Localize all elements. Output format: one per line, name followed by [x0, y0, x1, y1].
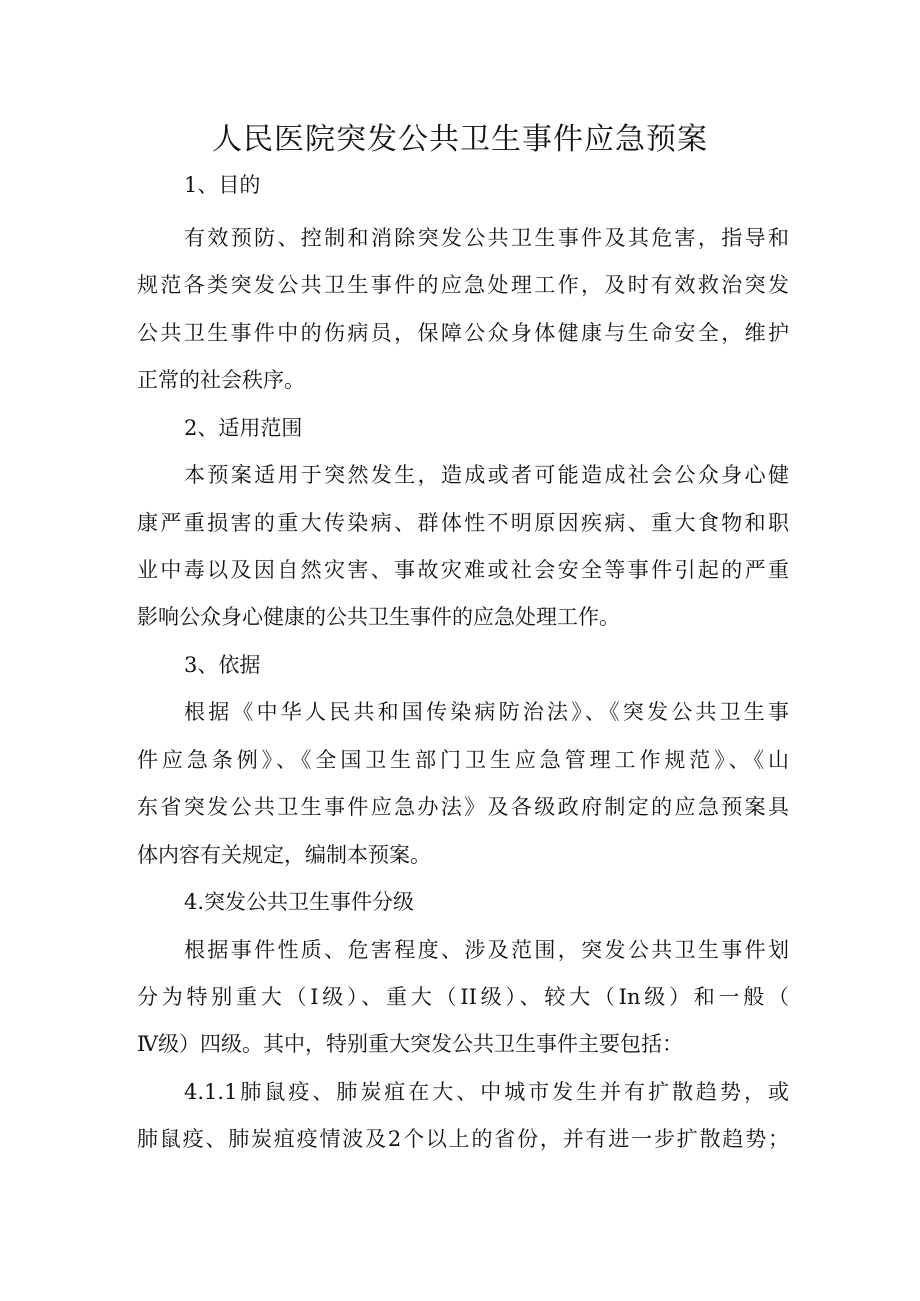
paragraph-line: 件应急条例》、《全国卫生部门卫生应急管理工作规范》、《山: [137, 748, 789, 772]
paragraph-line: 公共卫生事件中的伤病员，保障公众身体健康与生命安全，维护: [137, 321, 789, 345]
paragraph-line: 东省突发公共卫生事件应急办法》及各级政府制定的应急预案具: [137, 795, 789, 819]
heading-classification: 4.突发公共卫生事件分级: [184, 890, 415, 914]
paragraph-line: 业中毒以及因自然灾害、事故灾难或社会安全等事件引起的严重: [137, 558, 789, 582]
paragraph-line: Ⅳ级）四级。其中，特别重大突发公共卫生事件主要包括：: [137, 1032, 683, 1056]
paragraph-line: 康严重损害的重大传染病、群体性不明原因疾病、重大食物和职: [137, 511, 789, 535]
paragraph-line: 根据事件性质、危害程度、涉及范围，突发公共卫生事件划: [184, 938, 789, 962]
paragraph-line: 正常的社会秩序。: [137, 368, 305, 392]
paragraph-line: 规范各类突发公共卫生事件的应急处理工作，及时有效救治突发: [137, 273, 789, 297]
heading-scope: 2、适用范围: [184, 416, 303, 440]
paragraph-line: 有效预防、控制和消除突发公共卫生事件及其危害，指导和: [184, 226, 789, 250]
paragraph-line: 肺鼠疫、肺炭疽疫情波及2个以上的省份，并有进一步扩散趋势；: [137, 1127, 789, 1151]
paragraph-line: 影响公众身心健康的公共卫生事件的应急处理工作。: [137, 605, 620, 629]
paragraph-line: 本预案适用于突然发生，造成或者可能造成社会公众身心健: [184, 463, 789, 487]
paragraph-line: 根据《中华人民共和国传染病防治法》、《突发公共卫生事: [184, 700, 789, 724]
paragraph-line: 体内容有关规定，编制本预案。: [137, 843, 431, 867]
paragraph-line: 分为特别重大（Ⅰ级）、重大（II级）、较大（In级）和一般（: [137, 985, 789, 1009]
heading-basis: 3、依据: [184, 653, 261, 677]
heading-purpose: 1、目的: [184, 173, 261, 197]
paragraph-line: 4.1.1肺鼠疫、肺炭疽在大、中城市发生并有扩散趋势，或: [184, 1080, 789, 1104]
document-title: 人民医院突发公共卫生事件应急预案: [212, 122, 708, 157]
